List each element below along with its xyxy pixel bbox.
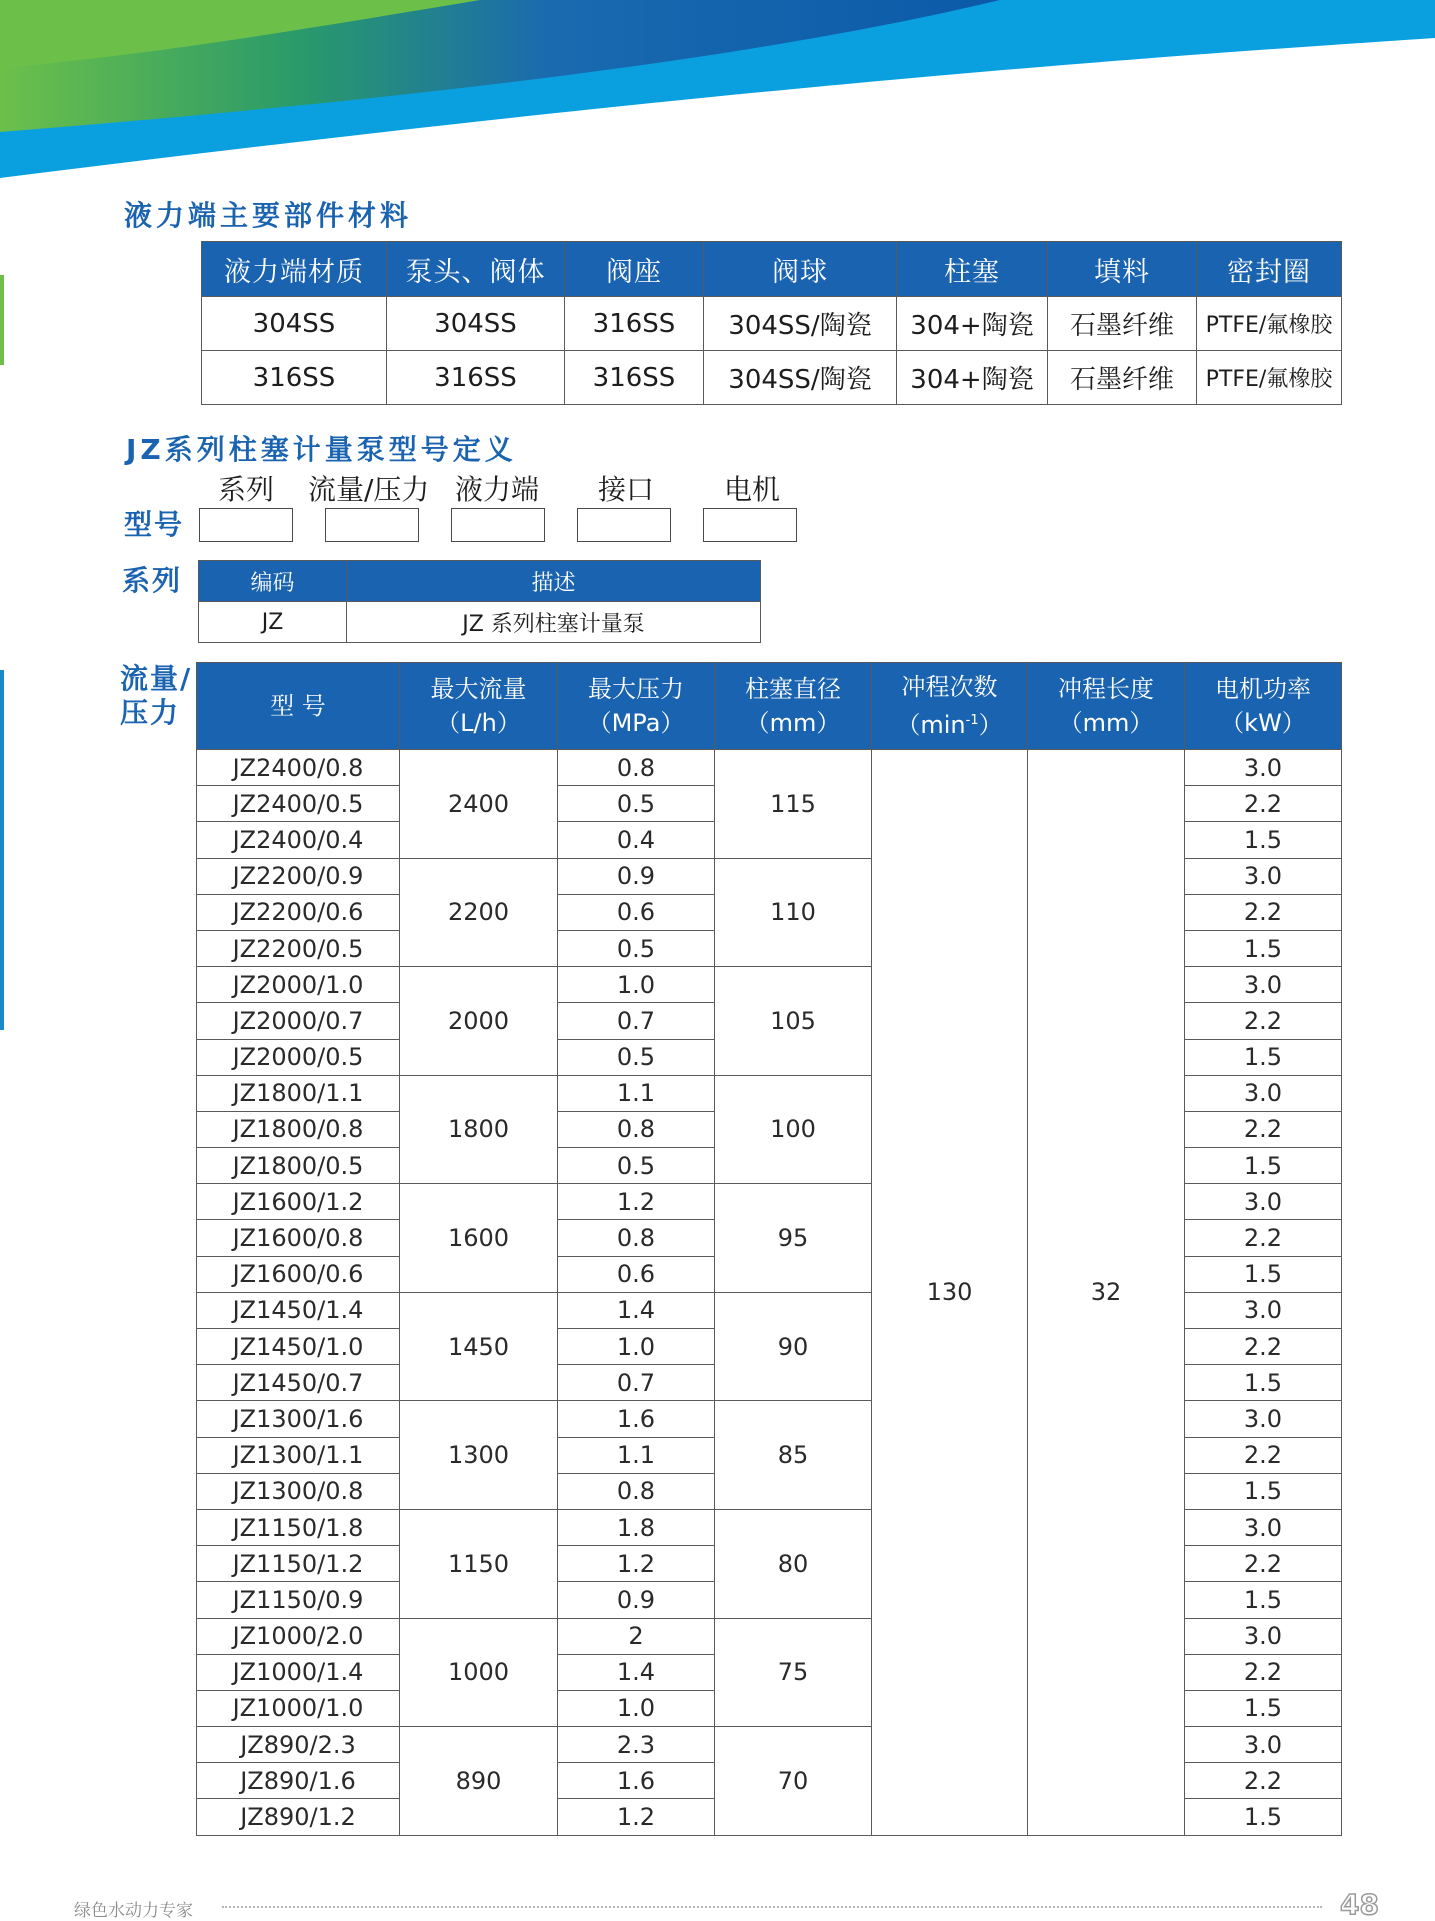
spec-header-line: 冲程长度 — [1058, 675, 1154, 703]
motor-power-cell: 3.0 — [1185, 1075, 1342, 1111]
materials-cell: PTFE/氟橡胶 — [1197, 297, 1342, 351]
motor-power-cell: 2.2 — [1185, 1111, 1342, 1147]
model-cell: JZ1150/1.2 — [197, 1546, 400, 1582]
max-pressure-cell: 2.3 — [558, 1727, 715, 1763]
materials-header-cell: 填料 — [1048, 242, 1197, 297]
spec-header-unit — [872, 704, 1027, 742]
stroke-rate-cell: 130 — [872, 750, 1028, 1836]
motor-power-cell: 1.5 — [1185, 1799, 1342, 1835]
motor-power-cell: 1.5 — [1185, 822, 1342, 858]
materials-cell: 316SS — [202, 351, 387, 405]
max-pressure-cell: 0.8 — [558, 750, 715, 786]
left-edge-tab-green — [0, 275, 4, 365]
motor-power-cell: 1.5 — [1185, 1148, 1342, 1184]
spec-header-model — [197, 663, 400, 750]
spec-header-max-flow — [400, 663, 558, 750]
series-header-row — [199, 561, 761, 602]
max-pressure-cell: 1.8 — [558, 1509, 715, 1545]
model-cell: JZ2000/0.7 — [197, 1003, 400, 1039]
motor-power-cell: 1.5 — [1185, 1039, 1342, 1075]
model-cell: JZ1450/1.0 — [197, 1329, 400, 1365]
spec-header-motor-power — [1185, 663, 1342, 750]
materials-cell: 304+陶瓷 — [897, 351, 1048, 405]
plunger-diameter-cell: 100 — [715, 1075, 872, 1184]
motor-power-cell: 3.0 — [1185, 1618, 1342, 1654]
spec-header-unit: （L/h） — [436, 709, 521, 737]
stroke-length-cell: 32 — [1028, 750, 1185, 1836]
max-pressure-cell: 1.0 — [558, 1329, 715, 1365]
model-cell: JZ890/1.6 — [197, 1763, 400, 1799]
spec-header-line: 电机功率 — [1215, 675, 1311, 703]
spec-header-unit-sup: -1 — [965, 713, 979, 728]
max-pressure-cell: 0.8 — [558, 1220, 715, 1256]
max-flow-cell: 1150 — [400, 1509, 558, 1618]
model-column-label: 电机 — [724, 473, 781, 506]
max-pressure-cell: 0.6 — [558, 1256, 715, 1292]
max-pressure-cell: 0.7 — [558, 1365, 715, 1401]
model-definition-title: JZ系列柱塞计量泵型号定义 — [126, 433, 517, 466]
model-cell: JZ1000/1.0 — [197, 1690, 400, 1726]
materials-header-cell: 柱塞 — [897, 242, 1048, 297]
materials-cell: PTFE/氟橡胶 — [1197, 351, 1342, 405]
series-row — [199, 602, 761, 643]
motor-power-cell: 2.2 — [1185, 1003, 1342, 1039]
model-cell: JZ1450/1.4 — [197, 1292, 400, 1328]
plunger-diameter-cell: 105 — [715, 967, 872, 1076]
model-cell: JZ2400/0.5 — [197, 786, 400, 822]
series-header-cell: 描述 — [347, 561, 761, 602]
max-pressure-cell: 0.6 — [558, 894, 715, 930]
materials-cell: 304SS/陶瓷 — [704, 297, 897, 351]
motor-power-cell: 1.5 — [1185, 1582, 1342, 1618]
flow-pressure-label-line: 流量/ — [120, 662, 193, 695]
motor-power-cell: 3.0 — [1185, 1401, 1342, 1437]
materials-cell: 304SS — [202, 297, 387, 351]
model-cell: JZ1300/1.1 — [197, 1437, 400, 1473]
model-cell: JZ1800/1.1 — [197, 1075, 400, 1111]
model-column-label: 液力端 — [455, 473, 540, 506]
max-pressure-cell: 1.1 — [558, 1437, 715, 1473]
footer-slogan: 绿色水动力专家 — [74, 1901, 193, 1921]
series-header-cell: 编码 — [199, 561, 347, 602]
flow-pressure-label — [120, 662, 192, 730]
motor-power-cell: 3.0 — [1185, 1184, 1342, 1220]
materials-row — [202, 297, 1342, 351]
model-column-label: 流量/压力 — [308, 473, 430, 506]
left-edge-tab-blue — [0, 670, 4, 1030]
spec-row — [197, 750, 1342, 786]
model-box-flow-pressure — [325, 508, 419, 542]
materials-section-title: 液力端主要部件材料 — [124, 199, 413, 232]
materials-header-cell: 阀座 — [565, 242, 704, 297]
max-pressure-cell: 1.6 — [558, 1763, 715, 1799]
top-banner-graphic — [0, 0, 1435, 180]
model-cell: JZ1800/0.5 — [197, 1148, 400, 1184]
motor-power-cell: 1.5 — [1185, 930, 1342, 966]
motor-power-cell: 3.0 — [1185, 1509, 1342, 1545]
max-pressure-cell: 0.4 — [558, 822, 715, 858]
flow-pressure-label-line: 压力 — [120, 696, 181, 729]
motor-power-cell: 2.2 — [1185, 1654, 1342, 1690]
max-flow-cell: 1450 — [400, 1292, 558, 1401]
max-pressure-cell: 0.9 — [558, 1582, 715, 1618]
spec-table — [196, 662, 1342, 1836]
plunger-diameter-cell: 110 — [715, 858, 872, 967]
materials-cell: 石墨纤维 — [1048, 297, 1197, 351]
model-cell: JZ1300/1.6 — [197, 1401, 400, 1437]
model-cell: JZ890/2.3 — [197, 1727, 400, 1763]
max-pressure-cell: 0.5 — [558, 930, 715, 966]
motor-power-cell: 1.5 — [1185, 1473, 1342, 1509]
max-pressure-cell: 0.8 — [558, 1111, 715, 1147]
motor-power-cell: 1.5 — [1185, 1690, 1342, 1726]
motor-power-cell: 3.0 — [1185, 750, 1342, 786]
materials-cell: 石墨纤维 — [1048, 351, 1197, 405]
plunger-diameter-cell: 90 — [715, 1292, 872, 1401]
model-cell: JZ2000/1.0 — [197, 967, 400, 1003]
materials-cell: 304SS — [387, 297, 565, 351]
spec-header-line: 柱塞直径 — [745, 675, 841, 703]
motor-power-cell: 2.2 — [1185, 1437, 1342, 1473]
series-code-cell: JZ — [199, 602, 347, 643]
max-flow-cell: 2200 — [400, 858, 558, 967]
materials-cell: 316SS — [387, 351, 565, 405]
max-pressure-cell: 2 — [558, 1618, 715, 1654]
model-box-series — [199, 508, 293, 542]
model-cell: JZ1600/0.8 — [197, 1220, 400, 1256]
model-box-interface — [577, 508, 671, 542]
max-pressure-cell: 0.9 — [558, 858, 715, 894]
model-box-motor — [703, 508, 797, 542]
motor-power-cell: 3.0 — [1185, 1292, 1342, 1328]
max-pressure-cell: 1.1 — [558, 1075, 715, 1111]
max-pressure-cell: 0.7 — [558, 1003, 715, 1039]
materials-cell: 304SS/陶瓷 — [704, 351, 897, 405]
model-cell: JZ1300/0.8 — [197, 1473, 400, 1509]
materials-header-cell: 液力端材质 — [202, 242, 387, 297]
materials-cell: 316SS — [565, 297, 704, 351]
motor-power-cell: 2.2 — [1185, 894, 1342, 930]
series-description-cell: JZ 系列柱塞计量泵 — [347, 602, 761, 643]
spec-header-unit: （mm） — [1058, 709, 1154, 737]
spec-header-line: 型 号 — [270, 692, 326, 720]
materials-table — [201, 241, 1342, 405]
motor-power-cell: 2.2 — [1185, 1220, 1342, 1256]
motor-power-cell: 1.5 — [1185, 1256, 1342, 1292]
max-pressure-cell: 1.4 — [558, 1654, 715, 1690]
spec-table-body — [197, 750, 1342, 1836]
series-label: 系列 — [122, 564, 183, 597]
model-cell: JZ1450/0.7 — [197, 1365, 400, 1401]
motor-power-cell: 2.2 — [1185, 1329, 1342, 1365]
max-pressure-cell: 1.2 — [558, 1546, 715, 1582]
model-cell: JZ2200/0.5 — [197, 930, 400, 966]
spec-header-stroke-rate — [872, 663, 1028, 750]
materials-row — [202, 351, 1342, 405]
max-flow-cell: 2400 — [400, 750, 558, 859]
max-pressure-cell: 1.2 — [558, 1799, 715, 1835]
model-cell: JZ2400/0.8 — [197, 750, 400, 786]
motor-power-cell: 3.0 — [1185, 967, 1342, 1003]
model-cell: JZ1000/1.4 — [197, 1654, 400, 1690]
spec-header-plunger-diameter — [715, 663, 872, 750]
model-cell: JZ1800/0.8 — [197, 1111, 400, 1147]
model-cell: JZ2200/0.6 — [197, 894, 400, 930]
spec-header-line: 最大压力 — [588, 675, 684, 703]
model-cell: JZ890/1.2 — [197, 1799, 400, 1835]
spec-header-line: 最大流量 — [430, 675, 527, 703]
spec-header-unit: （kW） — [1220, 709, 1306, 737]
model-column-label: 接口 — [598, 473, 655, 506]
motor-power-cell: 2.2 — [1185, 1546, 1342, 1582]
max-pressure-cell: 1.6 — [558, 1401, 715, 1437]
spec-header-row — [197, 663, 1342, 750]
plunger-diameter-cell: 115 — [715, 750, 872, 859]
max-pressure-cell: 1.0 — [558, 1690, 715, 1726]
max-flow-cell: 1300 — [400, 1401, 558, 1510]
motor-power-cell: 2.2 — [1185, 786, 1342, 822]
materials-header-row — [202, 242, 1342, 297]
series-table — [198, 560, 761, 643]
motor-power-cell: 3.0 — [1185, 858, 1342, 894]
model-cell: JZ2200/0.9 — [197, 858, 400, 894]
model-cell: JZ1600/0.6 — [197, 1256, 400, 1292]
motor-power-cell: 2.2 — [1185, 1763, 1342, 1799]
model-cell: JZ2400/0.4 — [197, 822, 400, 858]
max-pressure-cell: 0.5 — [558, 1148, 715, 1184]
model-box-liquid-end — [451, 508, 545, 542]
motor-power-cell: 3.0 — [1185, 1727, 1342, 1763]
plunger-diameter-cell: 80 — [715, 1509, 872, 1618]
materials-cell: 304+陶瓷 — [897, 297, 1048, 351]
max-pressure-cell: 1.4 — [558, 1292, 715, 1328]
spec-header-unit: （mm） — [745, 709, 841, 737]
max-pressure-cell: 1.0 — [558, 967, 715, 1003]
model-column-label: 系列 — [218, 473, 275, 506]
motor-power-cell: 1.5 — [1185, 1365, 1342, 1401]
spec-header-unit-text: ） — [978, 711, 1003, 739]
spec-header-max-pressure — [558, 663, 715, 750]
model-cell: JZ1150/1.8 — [197, 1509, 400, 1545]
max-flow-cell: 890 — [400, 1727, 558, 1836]
model-cell: JZ1600/1.2 — [197, 1184, 400, 1220]
max-flow-cell: 1000 — [400, 1618, 558, 1727]
max-flow-cell: 1600 — [400, 1184, 558, 1293]
max-flow-cell: 2000 — [400, 967, 558, 1076]
model-cell: JZ1000/2.0 — [197, 1618, 400, 1654]
max-pressure-cell: 0.5 — [558, 1039, 715, 1075]
max-pressure-cell: 0.8 — [558, 1473, 715, 1509]
max-flow-cell: 1800 — [400, 1075, 558, 1184]
model-column-labels — [0, 468, 900, 508]
plunger-diameter-cell: 95 — [715, 1184, 872, 1293]
spec-header-unit-text: （min — [896, 711, 966, 739]
materials-cell: 316SS — [565, 351, 704, 405]
spec-header-unit: （MPa） — [587, 709, 685, 737]
materials-header-cell: 密封圈 — [1197, 242, 1342, 297]
materials-header-cell: 阀球 — [704, 242, 897, 297]
plunger-diameter-cell: 75 — [715, 1618, 872, 1727]
model-cell: JZ2000/0.5 — [197, 1039, 400, 1075]
footer-dotted-rule — [222, 1906, 1322, 1908]
max-pressure-cell: 1.2 — [558, 1184, 715, 1220]
model-label: 型号 — [124, 508, 185, 541]
model-cell: JZ1150/0.9 — [197, 1582, 400, 1618]
spec-header-line: 冲程次数 — [901, 673, 998, 701]
materials-header-cell: 泵头、阀体 — [387, 242, 565, 297]
plunger-diameter-cell: 70 — [715, 1727, 872, 1836]
max-pressure-cell: 0.5 — [558, 786, 715, 822]
page-number: 48 — [1340, 1888, 1379, 1921]
spec-header-stroke-length — [1028, 663, 1185, 750]
plunger-diameter-cell: 85 — [715, 1401, 872, 1510]
